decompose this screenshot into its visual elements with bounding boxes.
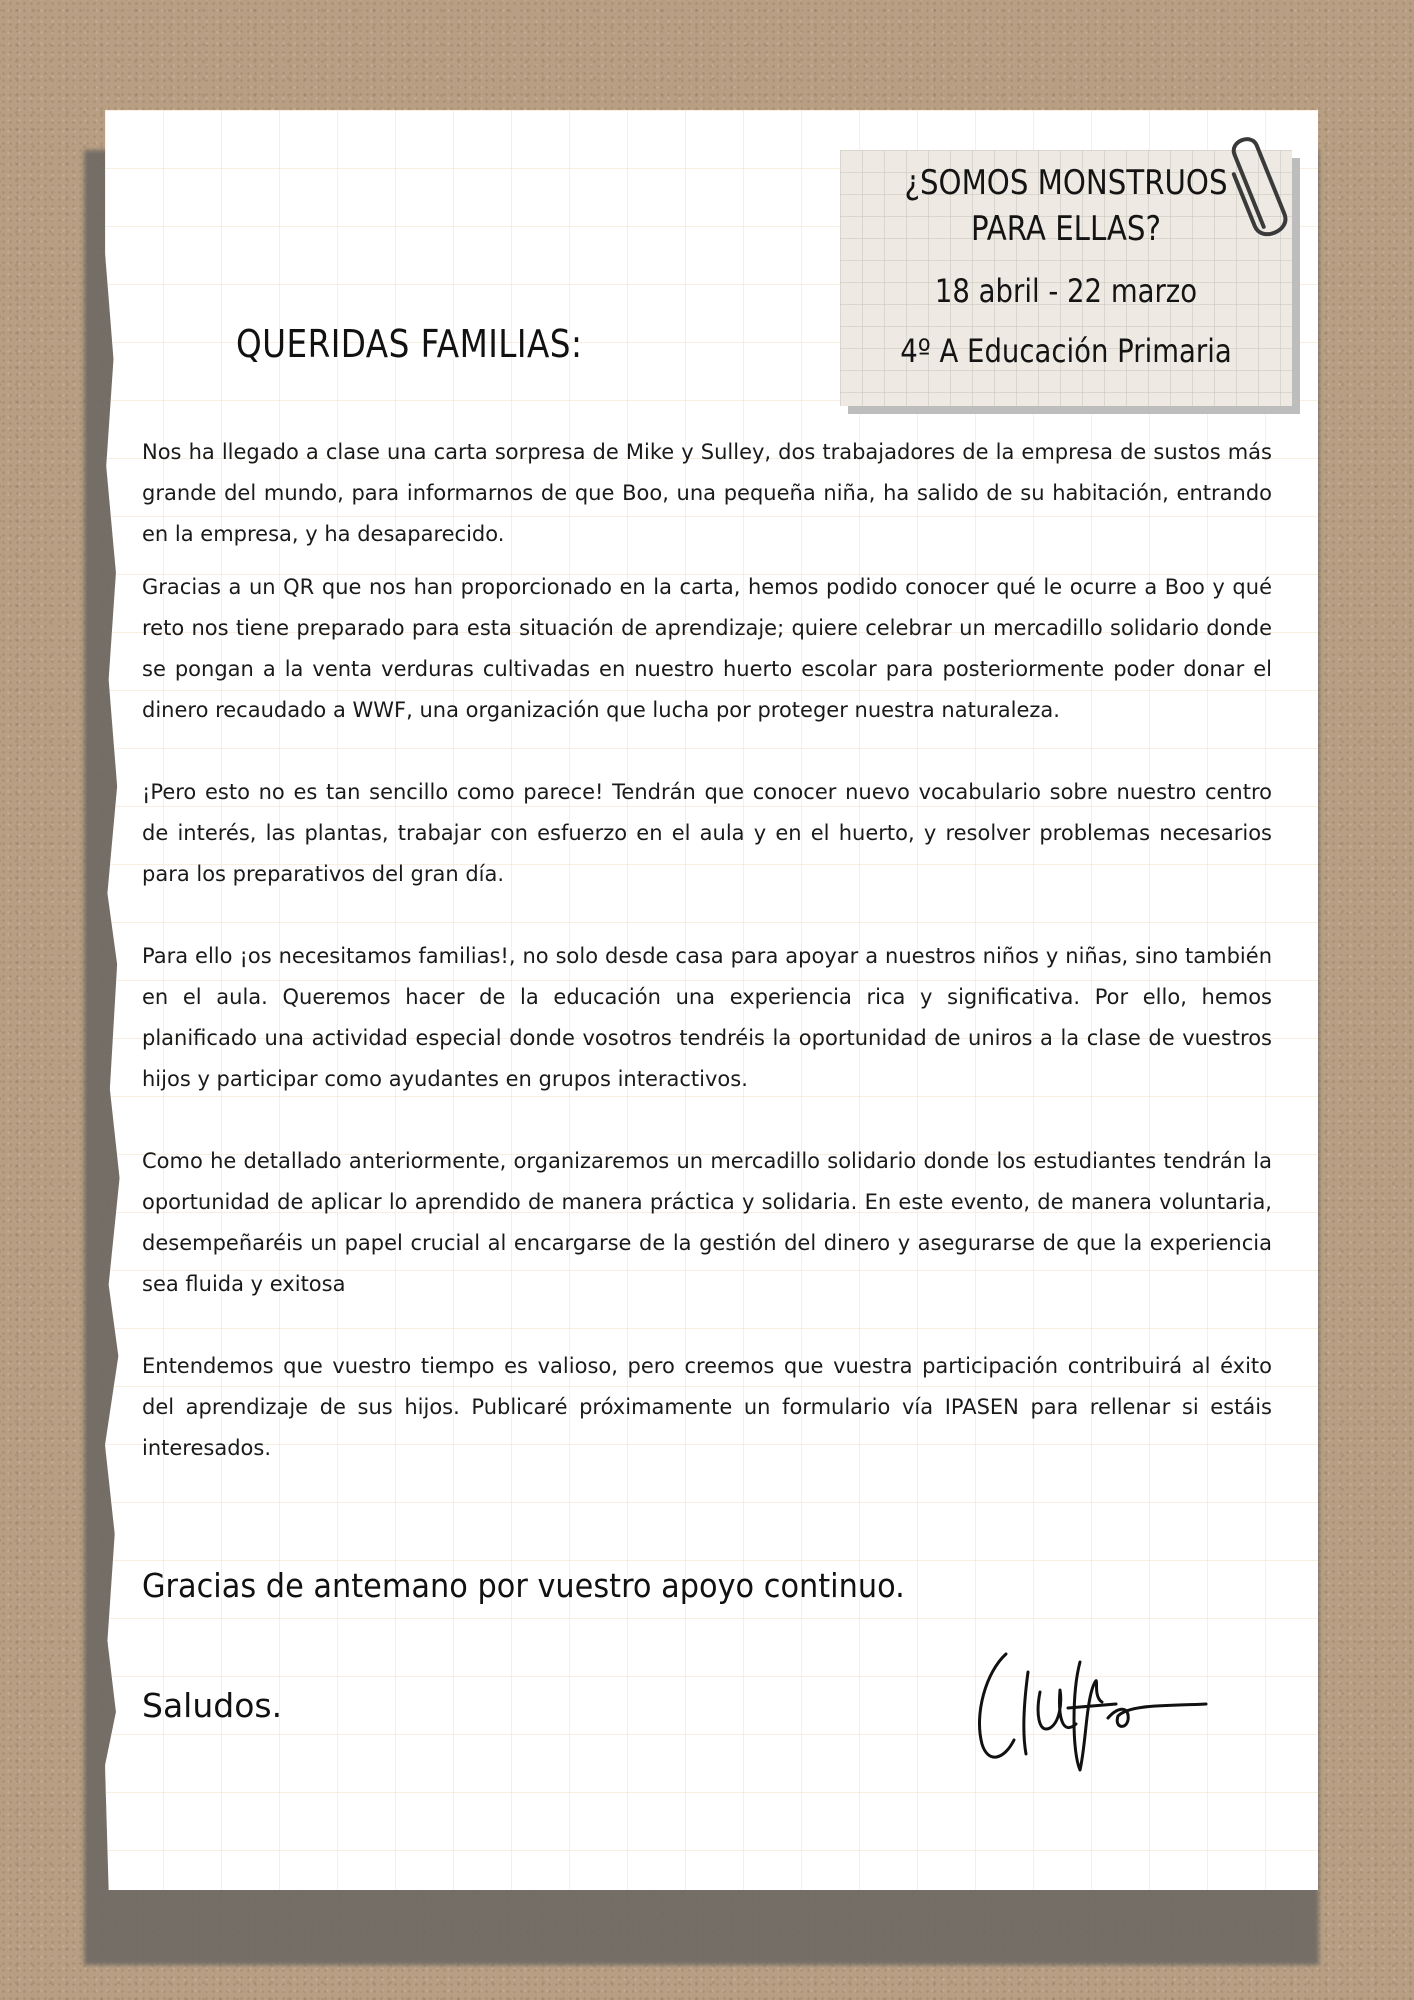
paragraph-families-needed: Para ello ¡os necesitamos familias!, no solo desde casa para apoyar a nuestros niños y niñas, sino también en el aula. Queremos hacer de la educación una experiencia rica y significativa. Por ello, hemos planificado una actividad especial donde vosotros tendréis la oportunidad de uniros a la clase de vuestros hijos y participar como ayudantes en grupos interactivos.	[142, 944, 1272, 1091]
note-title	[872, 160, 1261, 252]
closing-thanks: Gracias de antemano por vuestro apoyo continuo.	[142, 1566, 905, 1605]
note-title-line-1: ¿SOMOS MONSTRUOS	[904, 163, 1228, 203]
paragraph-intro: Nos ha llegado a clase una carta sorpresa de Mike y Sulley, dos trabajadores de la empresa de sustos más grande del mundo, para informarnos de que Boo, una pequeña niña, ha salido de su habitación, entrando en la empresa, y ha desaparecido.	[142, 440, 1272, 546]
title-note-card	[840, 150, 1292, 406]
closing-farewell: Saludos.	[142, 1686, 283, 1725]
note-dates: 18 abril - 22 marzo	[934, 272, 1198, 310]
note-title-line-2: PARA ELLAS?	[970, 209, 1162, 249]
note-class-label: 4º A Educación Primaria	[900, 332, 1232, 370]
paragraph-form: Entendemos que vuestro tiempo es valioso, pero creemos que vuestra participación contribuirá al éxito del aprendizaje de sus hijos. Publicaré próximamente un formulario vía IPASEN para rellenar si estáis interesados.	[142, 1354, 1272, 1460]
greeting-heading: QUERIDAS FAMILIAS:	[236, 322, 583, 366]
paragraph-market: Como he detallado anteriormente, organizaremos un mercadillo solidario donde los estudiantes tendrán la oportunidad de aplicar lo aprendido de manera práctica y solidaria. En este evento, de manera voluntaria, desempeñaréis un papel crucial al encargarse de la gestión del dinero y asegurarse de que la experiencia sea fluida y exitosa	[142, 1149, 1272, 1296]
signature-icon	[968, 1632, 1218, 1782]
paragraph-difficulty: ¡Pero esto no es tan sencillo como parece! Tendrán que conocer nuevo vocabulario sobre nuestro centro de interés, las plantas, trabajar con esfuerzo en el aula y en el huerto, y resolver problemas necesarios para los preparativos del gran día.	[142, 780, 1272, 886]
letter-body	[142, 432, 1272, 1469]
paragraph-qr-challenge: Gracias a un QR que nos han proporcionado en la carta, hemos podido conocer qué le ocurre a Boo y qué reto nos tiene preparado para esta situación de aprendizaje; quiere celebrar un mercadillo solidario donde se pongan a la venta verduras cultivadas en nuestro huerto escolar para posteriormente poder donar el dinero recaudado a WWF, una organización que lucha por proteger nuestra naturaleza.	[142, 575, 1272, 722]
paperclip-icon	[1228, 126, 1288, 246]
